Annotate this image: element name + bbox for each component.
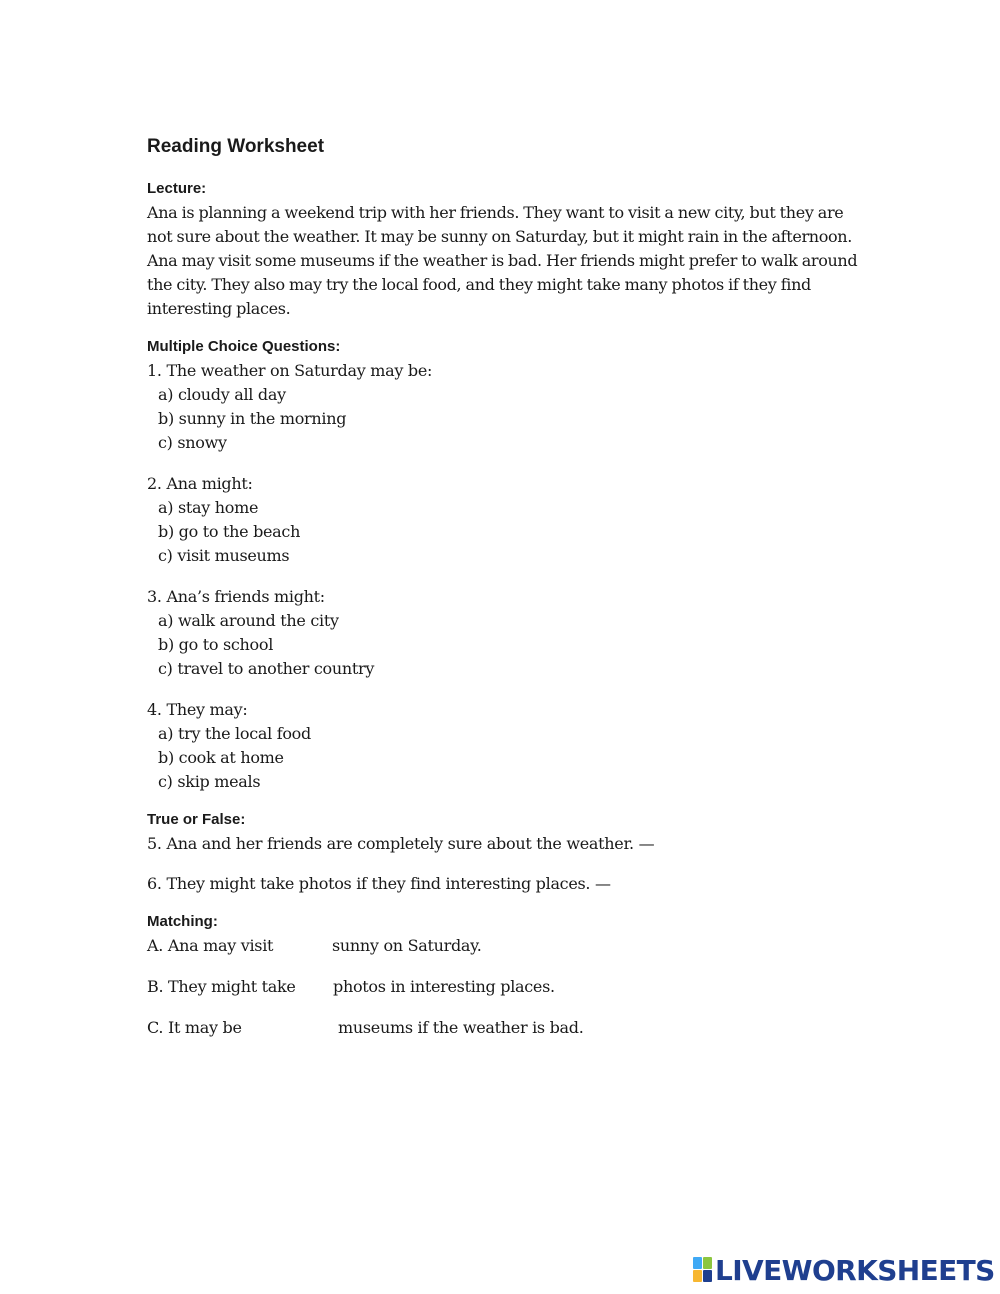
- logo-text: LIVEWORKSHEETS: [715, 1253, 995, 1287]
- option-c[interactable]: c) skip meals: [158, 772, 261, 791]
- option-a[interactable]: a) try the local food: [158, 724, 311, 743]
- option-b[interactable]: b) cook at home: [158, 748, 284, 767]
- matching-heading: Matching:: [147, 913, 218, 930]
- question-text: 2. Ana might:: [147, 474, 253, 493]
- question-2: [147, 472, 867, 568]
- option-b[interactable]: b) go to school: [158, 635, 274, 654]
- question-4: [147, 698, 867, 794]
- matching-right-a[interactable]: sunny on Saturday.: [332, 936, 482, 955]
- lecture-text: Ana is planning a weekend trip with her friends. They want to visit a new city, but they are not sure about the weather. It may be sunny on Saturday, but it might rain in the afternoon. Ana may visit some museums if the weather is bad. Her friends might prefer to walk around the city. They also may try the local food, and they might take many photos if they find interesting places.: [147, 203, 858, 318]
- liveworksheets-logo: [693, 1255, 995, 1285]
- question-3: [147, 585, 867, 681]
- true-false-heading: True or False:: [147, 811, 246, 828]
- option-b[interactable]: b) go to the beach: [158, 522, 301, 541]
- option-a[interactable]: a) walk around the city: [158, 611, 339, 630]
- matching-row-b: [147, 975, 867, 999]
- matching-left-a[interactable]: A. Ana may visit: [147, 936, 274, 955]
- option-a[interactable]: a) stay home: [158, 498, 259, 517]
- matching-left-b[interactable]: B. They might take: [147, 977, 296, 996]
- matching-row-c: [147, 1016, 867, 1040]
- multiple-choice-heading: Multiple Choice Questions:: [147, 338, 341, 355]
- option-a[interactable]: a) cloudy all day: [158, 385, 286, 404]
- liveworksheets-mark-icon: [693, 1257, 713, 1283]
- true-false-item-5[interactable]: 5. Ana and her friends are completely sure about the weather. —: [147, 834, 655, 853]
- true-false-item-6[interactable]: 6. They might take photos if they find interesting places. —: [147, 874, 611, 893]
- option-c[interactable]: c) visit museums: [158, 546, 290, 565]
- matching-right-b[interactable]: photos in interesting places.: [333, 977, 555, 996]
- question-text: 1. The weather on Saturday may be:: [147, 361, 433, 380]
- question-text: 3. Ana’s friends might:: [147, 587, 325, 606]
- matching-row-a: [147, 934, 867, 958]
- matching-left-c[interactable]: C. It may be: [147, 1018, 242, 1037]
- option-c[interactable]: c) snowy: [158, 433, 227, 452]
- worksheet-page: [147, 135, 867, 1057]
- page-title: Reading Worksheet: [147, 136, 325, 157]
- option-c[interactable]: c) travel to another country: [158, 659, 375, 678]
- lecture-heading: Lecture:: [147, 180, 207, 197]
- question-text: 4. They may:: [147, 700, 248, 719]
- matching-right-c[interactable]: museums if the weather is bad.: [338, 1018, 584, 1037]
- option-b[interactable]: b) sunny in the morning: [158, 409, 347, 428]
- question-1: [147, 359, 867, 455]
